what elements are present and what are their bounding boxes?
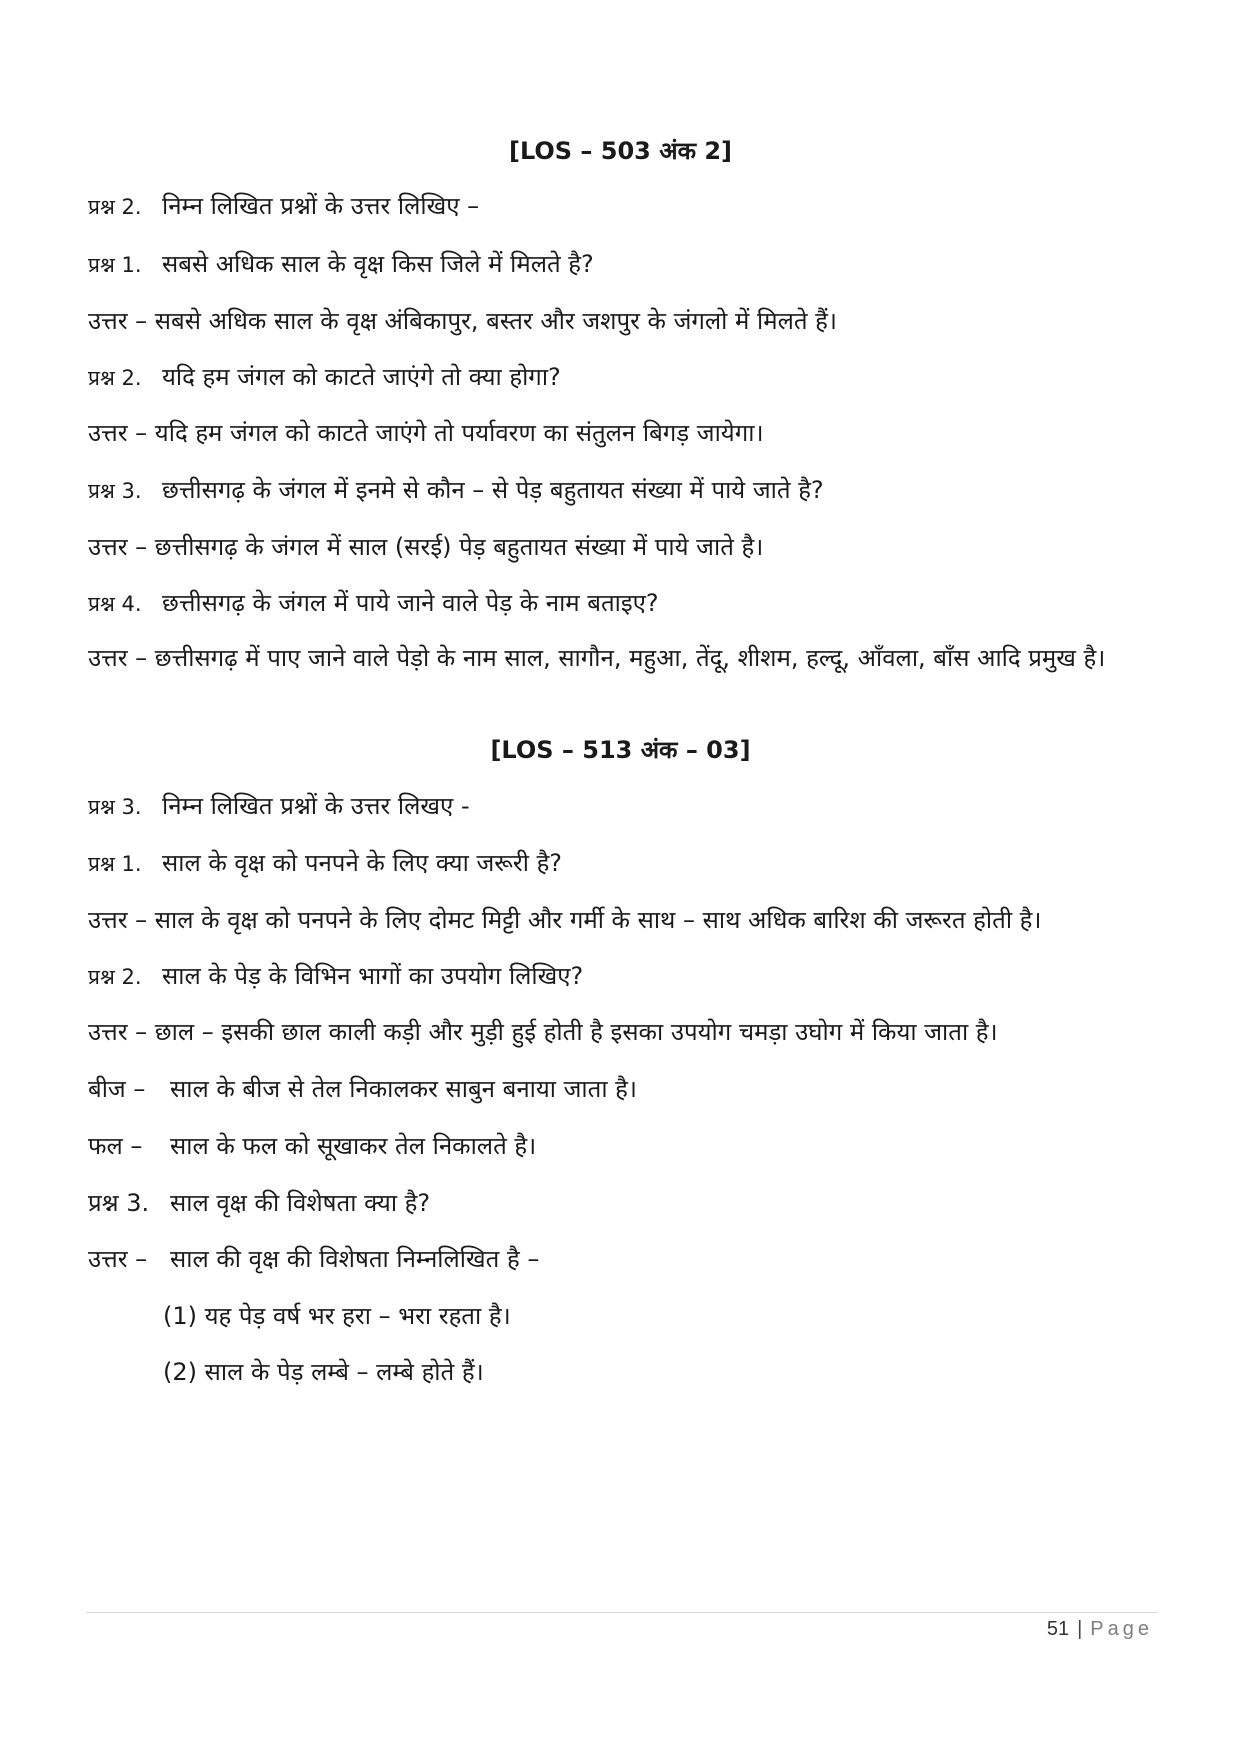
question-text: साल वृक्ष की विशेषता क्या है?: [170, 1189, 431, 1217]
question-text: यदि हम जंगल को काटते जाएंगे तो क्या होगा?: [162, 363, 561, 391]
question-1: [88, 845, 562, 882]
answer-4: उत्तर – छत्तीसगढ़ में पाए जाने वाले पेड़ो के नाम साल, सागौन, महुआ, तेंदू, शीशम, हल्दू, आँवला, बाँस आदि प्रमुख है।: [88, 644, 1106, 672]
answer-label: उत्तर –: [88, 1245, 148, 1273]
page-label: Page: [1090, 1618, 1153, 1640]
section-heading-los-503: [LOS – 503 अंक 2]: [508, 137, 733, 165]
question-2: [88, 359, 561, 396]
question-4: [88, 585, 659, 622]
answer-3: [88, 1241, 539, 1277]
page-footer: [1047, 1618, 1153, 1641]
footer-divider: [86, 1612, 1158, 1613]
answer-text: साल के फल को सूखाकर तेल निकालते है।: [170, 1132, 537, 1160]
question-number: प्रश्न 3.: [88, 795, 142, 819]
answer-seed: [88, 1071, 637, 1107]
question-number: प्रश्न 2.: [88, 195, 142, 219]
question-number: प्रश्न 3.: [88, 479, 142, 503]
answer-3: उत्तर – छत्तीसगढ़ के जंगल में साल (सरई) पेड़ बहुतायत संख्या में पाये जाते है।: [88, 533, 764, 561]
answer-2: उत्तर – यदि हम जंगल को काटते जाएंगे तो पर्यावरण का संतुलन बिगड़ जायेगा।: [88, 419, 764, 447]
answer-1: उत्तर – सबसे अधिक साल के वृक्ष अंबिकापुर, बस्तर और जशपुर के जंगलो में मिलते हैं।: [88, 307, 837, 335]
question-number: प्रश्न 3.: [88, 1189, 150, 1217]
question-number: प्रश्न 4.: [88, 592, 142, 616]
question-text: छत्तीसगढ़ के जंगल में इनमे से कौन – से पेड़ बहुतायत संख्या में पाये जाते है?: [162, 476, 824, 504]
answer-fruit: [88, 1128, 536, 1164]
page-number: 51: [1046, 1618, 1070, 1640]
section-heading-los-513: [LOS – 513 अंक – 03]: [490, 736, 751, 764]
answer-1: उत्तर – साल के वृक्ष को पनपने के लिए दोमट मिट्टी और गर्मी के साथ – साथ अधिक बारिश की जरूरत होती है।: [88, 906, 1042, 934]
question-text: सबसे अधिक साल के वृक्ष किस जिले में मिलते है?: [162, 250, 594, 278]
question-text: छत्तीसगढ़ के जंगल में पाये जाने वाले पेड़ के नाम बताइए?: [162, 589, 659, 617]
question-text: साल के वृक्ष को पनपने के लिए क्या जरूरी है?: [162, 849, 563, 877]
question-3: [88, 472, 824, 509]
question-number: प्रश्न 1.: [88, 852, 142, 876]
question-number: प्रश्न 2.: [88, 366, 142, 390]
question-text: निम्न लिखित प्रश्नों के उत्तर लिखए -: [162, 792, 470, 820]
question-text: निम्न लिखित प्रश्नों के उत्तर लिखिए –: [162, 192, 480, 220]
question-number: प्रश्न 2.: [88, 965, 142, 989]
answer-text: साल की वृक्ष की विशेषता निम्नलिखित है –: [170, 1245, 540, 1273]
footer-separator: |: [1077, 1618, 1083, 1640]
question-intro: [88, 788, 470, 825]
answer-label: फल –: [88, 1132, 143, 1160]
question-2: [88, 958, 583, 995]
answer-2: उत्तर – छाल – इसकी छाल काली कड़ी और मुड़ी हुई होती है इसका उपयोग चमड़ा उघोग में किया जाता है।: [88, 1018, 998, 1046]
question-text: साल के पेड़ के विभिन भागों का उपयोग लिखिए?: [162, 962, 584, 990]
question-intro: [88, 188, 479, 225]
question-number: प्रश्न 1.: [88, 253, 142, 277]
question-3: [88, 1185, 430, 1221]
answer-label: बीज –: [88, 1075, 146, 1103]
list-item: (2) साल के पेड़ लम्बे – लम्बे होते हैं।: [163, 1358, 484, 1386]
question-1: [88, 246, 594, 283]
list-item: (1) यह पेड़ वर्ष भर हरा – भरा रहता है।: [163, 1302, 511, 1330]
answer-text: साल के बीज से तेल निकालकर साबुन बनाया जाता है।: [170, 1075, 638, 1103]
